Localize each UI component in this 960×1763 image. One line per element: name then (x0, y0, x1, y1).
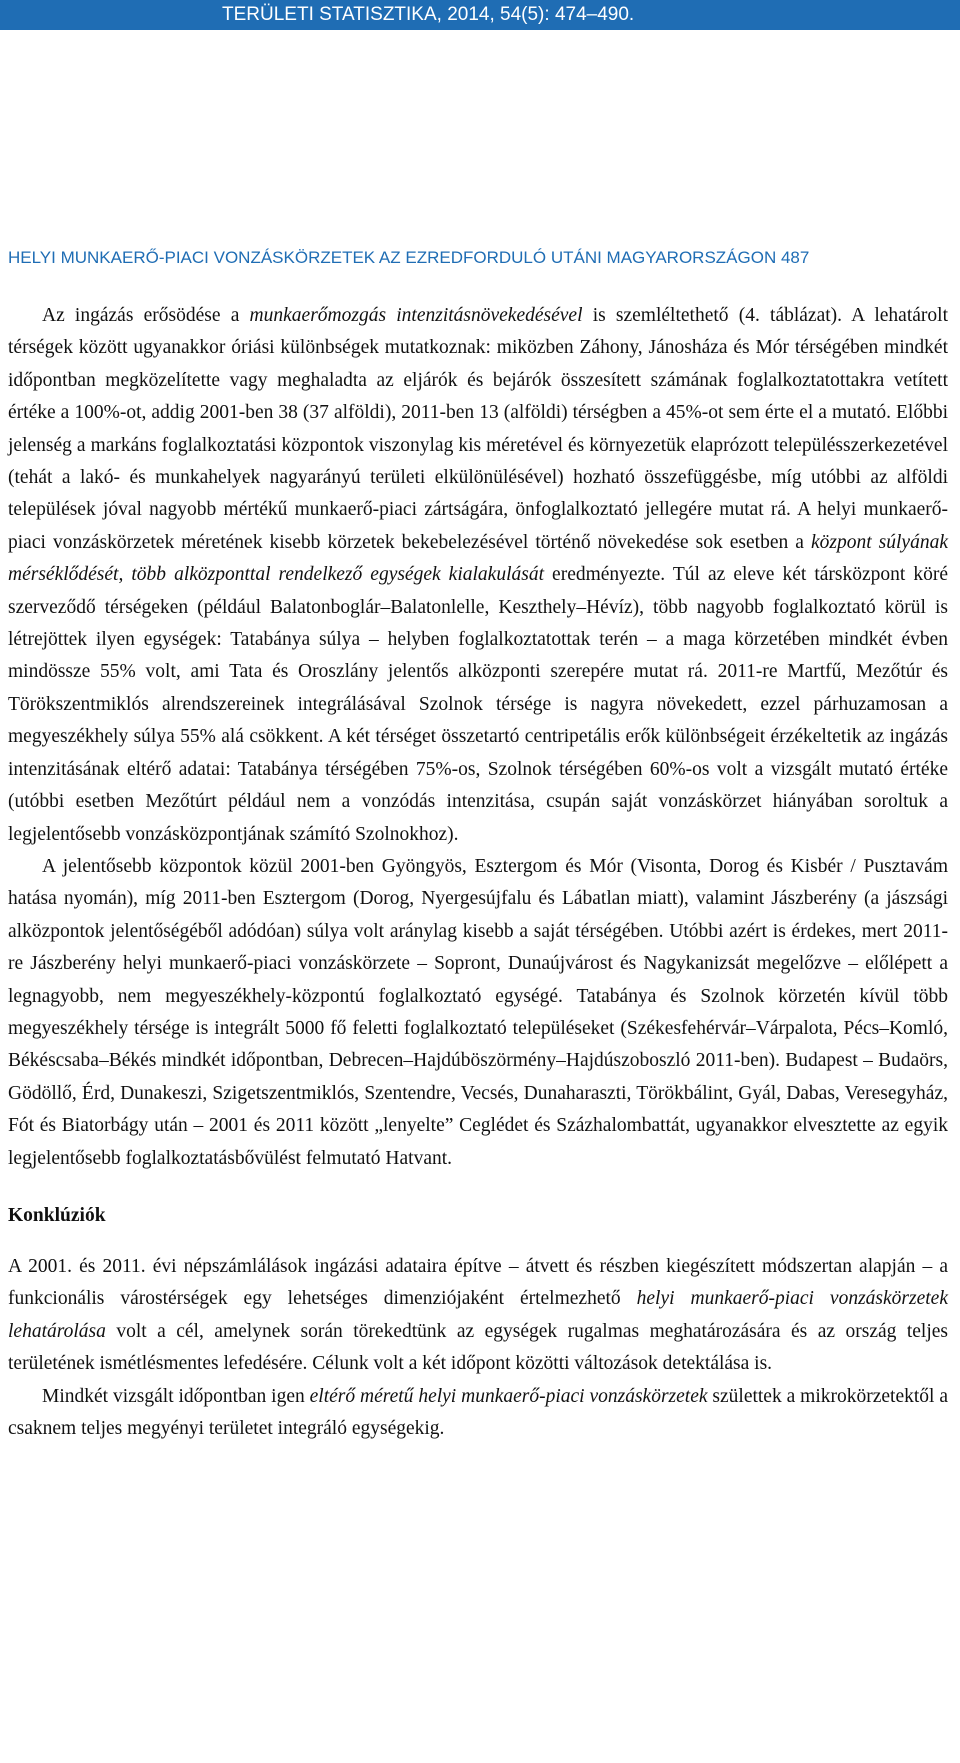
article-body (8, 300, 948, 1445)
journal-citation: TERÜLETI STATISZTIKA, 2014, 54(5): 474–490. (222, 4, 635, 25)
journal-citation-banner (0, 0, 960, 30)
paragraph-conclusions-2: Mindkét vizsgált időpontban igen eltérő méretű helyi munkaerő-piaci vonzáskörzetek születtek a mikrokörzetektől a csaknem teljes megyényi területet integráló egységekig. (8, 1385, 948, 1439)
section-heading-conclusions: Konklúziók (8, 1204, 106, 1226)
running-head: HELYI MUNKAERŐ-PIACI VONZÁSKÖRZETEK AZ EZREDFORDULÓ UTÁNI MAGYARORSZÁGON 487 (8, 248, 810, 267)
paragraph-major-centres: A jelentősebb központok közül 2001-ben Gyöngyös, Esztergom és Mór (Visonta, Dorog és Kisbér / Pusztavám hatása nyomán), míg 2011-ben Esztergom (Dorog, Nyergesújfalu és Lábatlan miatt), valamint Jászberény (a jászsági alközpontok jelentőségéből adódóan) súlya volt aránylag kisebb a saját térségében. Utóbbi azért is érdekes, mert 2011-re Jászberény helyi munkaerő-piaci vonzáskörzete – Sopront, Dunaújvárost és Nagykanizsát megelőzve – előlépett a legnagyobb, nem megyeszékhely-központú foglalkoztató egységé. Tatabánya és Szolnok körzetén kívül több megyeszékhely térsége is integrált 5000 fő feletti foglalkoztató településeket (Székesfehérvár–Várpalota, Pécs–Komló, Békéscsaba–Békés mindkét időpontban, Debrecen–Hajdúböszörmény–Hajdúszoboszló 2011-ben). Budapest – Budaörs, Gödöllő, Érd, Dunakeszi, Szigetszentmiklós, Szentendre, Vecsés, Dunaharaszti, Törökbálint, Gyál, Dabas, Veresegyház, Fót és Biatorbágy után – 2001 és 2011 között „lenyelte” Ceglédet és Százhalombattát, ugyanakkor elvesztette az egyik legjelentősebb foglalkoztatásbővülést felmutató Hatvant. (8, 855, 948, 1169)
paragraph-commuting-intensity: Az ingázás erősödése a munkaerőmozgás intenzitásnövekedésével is szemléltethető (4. táblázat). A lehatárolt térségek között ugyanakkor óriási különbségek mutatkoznak: miközben Záhony, Jánosháza és Mór térségében mindkét időpontban megközelítette vagy meghaladta az eljárók és bejárók összesített számának foglalkoztatottakra vetített értéke a 100%-ot, addig 2001-ben 38 (37 alföldi), 2011-ben 13 (alföldi) térségben a 45%-ot sem érte el a mutató. Előbbi jelenség a markáns foglalkoztatási központok viszonylag kis méretével és környezetük elaprózott településszerkezetével (tehát a lakó- és munkahelyek nagyarányú területi elkülönülésével) hozható összefüggésbe, míg utóbbi az alföldi települések jóval nagyobb mértékű munkaerő-piaci zártságára, önfoglalkoztató jellegére mutat rá. A helyi munkaerő-piaci vonzáskörzetek méretének kisebb körzetek bekebelezésével történő növekedése sok esetben a központ súlyának mérséklődését, több alközponttal rendelkező egységek kialakulását eredményezte. Túl az eleve két társközpont köré szerveződő térségeken (például Balatonboglár–Balatonlelle, Keszthely–Hévíz), több nagyobb foglalkoztató körül is létrejöttek ilyen egységek: Tatabánya súlya – helyben foglalkoztatottak terén – a maga körzetében mindkét évben mindössze 55% volt, ami Tata és Oroszlány jelentős alközponti szerepére mutat rá. 2011-re Martfű, Mezőtúr és Törökszentmiklós alrendszereinek integrálásával Szolnok térsége is nagyra növekedett, ezzel párhuzamosan a megyeszékhely súlya 55% alá csökkent. A két térséget összetartó centripetális erők különbségeit érzékeltetik az ingázás intenzitásának eltérő adatai: Tatabánya térségében 75%-os, Szolnok térségében 60%-os volt a vizsgált mutató értéke (utóbbi esetben Mezőtúrt például nem a vonzódás intenzitása, csupán saját vonzáskörzet hiányában soroltuk a legjelentősebb vonzásközpontjának számító Szolnokhoz). (8, 305, 948, 845)
paragraph-conclusions-1: A 2001. és 2011. évi népszámlálások ingázási adataira építve – átvett és részben kiegészített módszertan alapján – a funkcionális várostérségek egy lehetséges dimenziójaként értelmezhető helyi munkaerő-piaci vonzáskörzetek lehatárolása volt a cél, amelynek során törekedtünk az egységek rugalmas meghatározására és az ország teljes területének ismétlésmentes lefedésére. Célunk volt a két időpont közötti változások detektálása is. (8, 1255, 948, 1375)
